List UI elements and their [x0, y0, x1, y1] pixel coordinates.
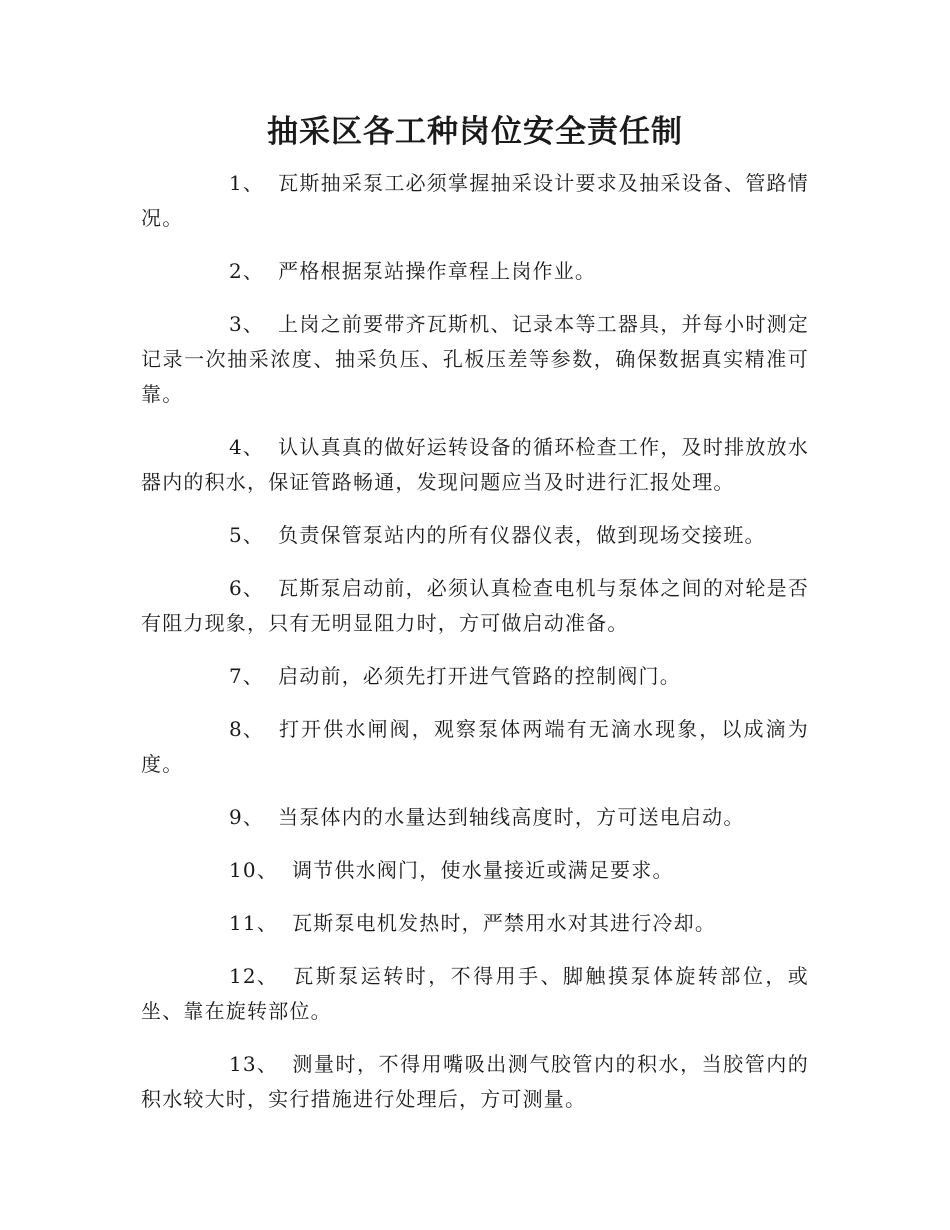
item-text: 瓦斯抽采泵工必须掌握抽采设计要求及抽采设备、管路情况。 [141, 171, 809, 230]
item-number: 10、 [229, 858, 279, 882]
item-text: 瓦斯泵运转时，不得用手、脚触摸泵体旋转部位，或坐、靠在旋转部位。 [141, 964, 809, 1023]
item-number: 4、 [229, 435, 265, 459]
list-item [141, 571, 809, 641]
item-text: 上岗之前要带齐瓦斯机、记录本等工器具，并每小时测定记录一次抽采浓度、抽采负压、孔板压差等参数，确保数据真实精准可靠。 [141, 312, 809, 406]
document-body [141, 166, 809, 1135]
list-item [141, 906, 809, 941]
item-text: 认认真真的做好运转设备的循环检查工作，及时排放放水器内的积水，保证管路畅通，发现问题应当及时进行汇报处理。 [141, 435, 809, 494]
list-item [141, 307, 809, 412]
list-item [141, 254, 809, 289]
list-item [141, 430, 809, 500]
document-title: 抽采区各工种岗位安全责任制 [267, 114, 683, 150]
list-item [141, 959, 809, 1029]
list-item [141, 853, 809, 888]
list-item [141, 800, 809, 835]
list-item [141, 518, 809, 553]
item-text: 负责保管泵站内的所有仪器仪表，做到现场交接班。 [278, 523, 766, 547]
item-text: 测量时，不得用嘴吸出测气胶管内的积水，当胶管内的积水较大时，实行措施进行处理后，方可测量。 [141, 1052, 809, 1111]
item-number: 12、 [229, 964, 279, 988]
item-number: 7、 [229, 664, 265, 688]
item-text: 瓦斯泵电机发热时，严禁用水对其进行冷却。 [292, 911, 717, 935]
list-item [141, 166, 809, 236]
item-text: 严格根据泵站操作章程上岗作业。 [278, 259, 597, 283]
item-text: 启动前，必须先打开进气管路的控制阀门。 [278, 664, 681, 688]
item-text: 当泵体内的水量达到轴线高度时，方可送电启动。 [278, 805, 745, 829]
item-number: 8、 [229, 717, 265, 741]
list-item [141, 1047, 809, 1117]
list-item [141, 712, 809, 782]
item-number: 11、 [229, 911, 279, 935]
item-number: 5、 [229, 523, 265, 547]
item-text: 打开供水闸阀，观察泵体两端有无滴水现象，以成滴为度。 [141, 717, 809, 776]
item-number: 6、 [229, 576, 265, 600]
item-number: 9、 [229, 805, 265, 829]
item-number: 2、 [229, 259, 265, 283]
list-item [141, 659, 809, 694]
item-number: 13、 [229, 1052, 279, 1076]
item-text: 瓦斯泵启动前，必须认真检查电机与泵体之间的对轮是否有阻力现象，只有无明显阻力时，方可做启动准备。 [141, 576, 809, 635]
item-number: 3、 [229, 312, 265, 336]
item-number: 1、 [229, 171, 265, 195]
item-text: 调节供水阀门，使水量接近或满足要求。 [292, 858, 674, 882]
